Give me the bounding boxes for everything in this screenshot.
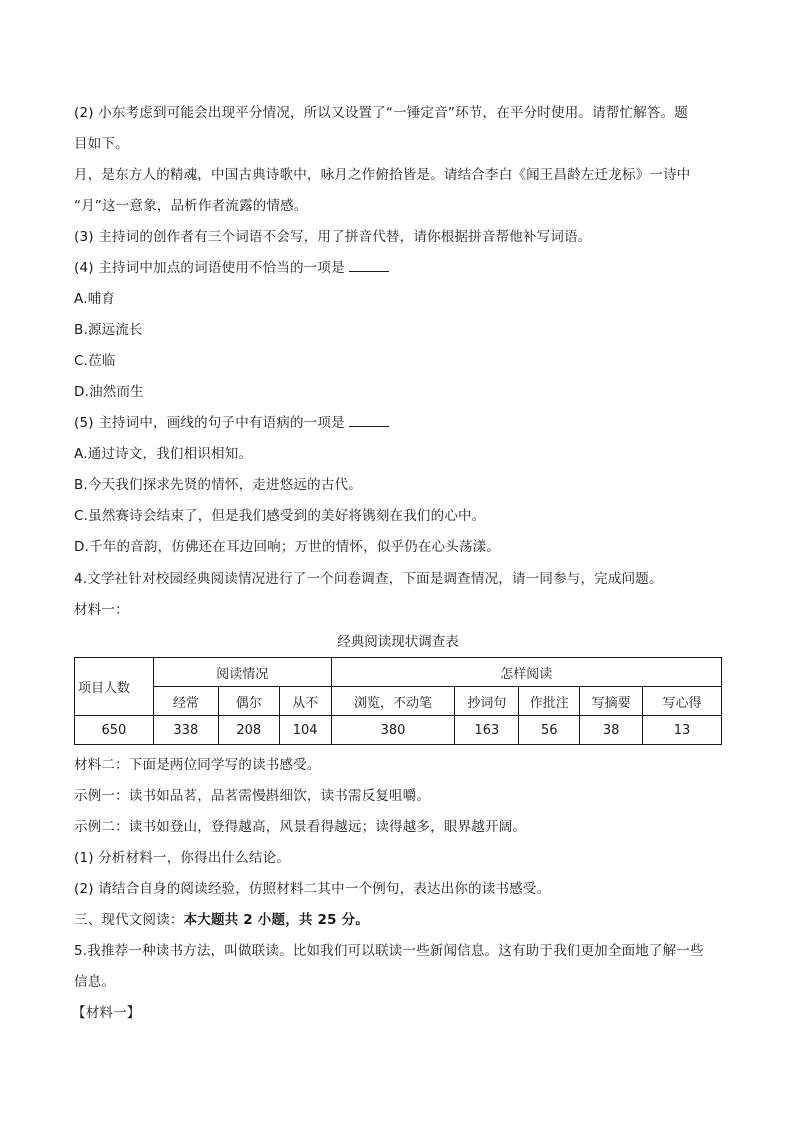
question-5-intro-line-2: 信息。 — [74, 974, 116, 990]
table-cell: 38 — [580, 716, 643, 745]
question-3: (3) 主持词的创作者有三个词语不会写，用了拼音代替，请你根据拼音帮他补写词语。 — [74, 229, 592, 245]
table-subheader-cell: 经常 — [153, 687, 218, 716]
table-cell: 56 — [519, 716, 580, 745]
table-cell: 13 — [643, 716, 722, 745]
option-5c: C.虽然赛诗会结束了，但是我们感受到的美好将镌刻在我们的心中。 — [74, 508, 486, 524]
table-header-cell: 项目人数 — [75, 658, 154, 716]
table-title: 经典阅读现状调查表 — [337, 634, 459, 650]
table-subheader-row — [75, 687, 722, 716]
example-1: 示例一：读书如品茗，品茗需慢斟细饮，读书需反复咀嚼。 — [74, 788, 431, 804]
question-2-line-2: 目如下。 — [74, 136, 129, 152]
example-2: 示例二：读书如登山，登得越高，风景看得越远；读得越多，眼界越开阔。 — [74, 819, 527, 835]
option-5b: B.今天我们探求先贤的情怀，走进悠远的古代。 — [74, 477, 362, 493]
option-5d: D.千年的音韵，仿佛还在耳边回响；万世的情怀，似乎仍在心头荡漾。 — [74, 539, 501, 555]
table-subheader-cell: 偶尔 — [218, 687, 279, 716]
table-header-row — [75, 658, 722, 687]
section-heading — [74, 910, 369, 930]
question-5-text: (5) 主持词中，画线的句子中有语病的一项是 — [74, 415, 345, 431]
table-row — [75, 716, 722, 745]
question-5 — [74, 413, 389, 433]
question-4-text: (4) 主持词中加点的词语使用不恰当的一项是 — [74, 260, 345, 276]
survey-table — [74, 657, 722, 745]
table-cell: 650 — [75, 716, 154, 745]
material-2-intro: 材料二：下面是两位同学写的读书感受。 — [74, 757, 321, 773]
question-4-intro: 4.文学社针对校园经典阅读情况进行了一个问卷调查，下面是调查情况，请一同参与，完成问题。 — [74, 571, 663, 587]
table-subheader-cell: 从不 — [279, 687, 331, 716]
poem-prompt-line-1: 月，是东方人的精魂，中国古典诗歌中，咏月之作俯拾皆是。请结合李白《闻王昌龄左迁龙标》一诗中 — [74, 167, 691, 183]
table-cell: 163 — [455, 716, 519, 745]
section-heading-title: 三、现代文阅读： — [74, 912, 184, 928]
answer-blank — [349, 259, 389, 272]
option-4b: B.源远流长 — [74, 322, 143, 338]
table-cell: 380 — [331, 716, 455, 745]
question-4 — [74, 258, 389, 278]
option-4a: A.哺育 — [74, 291, 116, 307]
table-subheader-cell: 抄词句 — [455, 687, 519, 716]
table-group-header: 怎样阅读 — [331, 658, 721, 687]
question-2-line-1: (2) 小东考虑到可能会出现平分情况，所以又设置了“一锤定音”环节，在平分时使用。请帮忙解答。题 — [74, 105, 689, 121]
table-subheader-cell: 作批注 — [519, 687, 580, 716]
option-4d: D.油然而生 — [74, 384, 144, 400]
table-group-header: 阅读情况 — [153, 658, 331, 687]
option-4c: C.莅临 — [74, 353, 116, 369]
table-cell: 338 — [153, 716, 218, 745]
section-heading-detail: 本大题共 2 小题，共 25 分。 — [183, 912, 369, 928]
material-heading: 【材料一】 — [72, 1005, 141, 1021]
table-cell: 104 — [279, 716, 331, 745]
sub-question-2: (2) 请结合自身的阅读经验，仿照材料二其中一个例句，表达出你的读书感受。 — [74, 881, 551, 897]
sub-question-1: (1) 分析材料一，你得出什么结论。 — [74, 850, 291, 866]
table-subheader-cell: 浏览，不动笔 — [331, 687, 455, 716]
material-1-label: 材料一： — [74, 602, 129, 618]
table-subheader-cell: 写摘要 — [580, 687, 643, 716]
question-5-intro-line-1: 5.我推荐一种读书方法，叫做联读。比如我们可以联读一些新闻信息。这有助于我们更加全面地了解一些 — [74, 943, 704, 959]
table-subheader-cell: 写心得 — [643, 687, 722, 716]
option-5a: A.通过诗文，我们相识相知。 — [74, 446, 253, 462]
answer-blank — [349, 414, 389, 427]
poem-prompt-line-2: “月”这一意象，品析作者流露的情感。 — [74, 198, 308, 214]
table-cell: 208 — [218, 716, 279, 745]
